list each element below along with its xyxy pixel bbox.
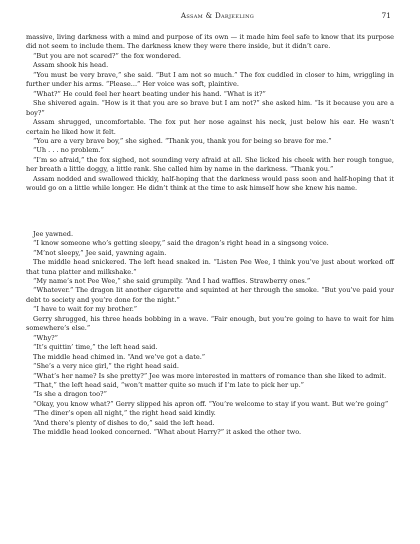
paragraph: “And there’s plenty of dishes to do,” said the left head. (33, 418, 215, 427)
paragraph: “My name’s not Pee Wee,” she said grumpily. “And I had waffles. Strawberry ones.” (33, 276, 311, 285)
paragraph: massive, living darkness with a mind and purpose of its own — it made him feel safe to know that its purpose did not seem to include them. The darkness knew they were there inside, but it didn’t care. (26, 33, 394, 51)
paragraph: “Is she a dragon too?” (33, 390, 107, 399)
paragraph: “I know someone who’s getting sleepy,” said the dragon’s right head in a singsong voice. (33, 239, 329, 248)
section-break (26, 194, 394, 230)
paragraph: “Uh . . . no problem.” (33, 146, 104, 155)
paragraph: Assam nodded and swallowed thickly, half-hoping that the darkness would pass soon and half-hoping that it would go on a little while longer. He didn’t think at the time to ask himself how she knew his name. (26, 174, 394, 193)
paragraph: The middle head chimed in. “And we’ve got a date.” (33, 352, 206, 361)
paragraph: Gerry shrugged, his three heads bobbing in a wave. “Fair enough, but you’re going to have to wait for him somewhere’s else.” (26, 314, 394, 333)
paragraph: “I have to wait for my brother.” (33, 305, 138, 314)
paragraph: She shivered again. “How is it that you are so brave but I am not?” she asked him. “Is it because you are a boy?” (26, 99, 394, 117)
paragraph: The middle head snickered. The left head snaked in. “Listen Pee Wee, I think you’ve just about worked off that tuna platter and milkshake.” (26, 258, 394, 276)
running-header (44, 11, 391, 23)
paragraph: “M’not sleepy,” Jee said, yawning again. (33, 248, 167, 257)
paragraph: “Whatever.” The dragon lit another cigarette and squinted at her through the smoke. “But you’ve paid your debt to society and you’re done for the night.” (26, 286, 394, 304)
paragraph: Assam shrugged, uncomfortable. The fox put her nose against his neck, just below his ear. He wasn’t certain he liked how it felt. (26, 118, 394, 136)
paragraph: “It’s quittin’ time,” the left head said. (33, 343, 158, 352)
paragraph: “I’m so afraid,” the fox sighed, not sounding very afraid at all. She licked his cheek with her rough tongue, her breath a little doggy, a little rank. She called him by name in the darkness. “Thank you.” (26, 155, 394, 174)
paragraph: “You are a very brave boy,” she sighed. “Thank you, thank you for being so brave for me.” (33, 136, 332, 145)
paragraph: Jee yawned. (33, 229, 74, 238)
page-number: 71 (381, 11, 391, 20)
paragraph: “That,” the left head said, “won’t matter quite so much if I’m late to pick her up.” (33, 380, 305, 389)
paragraph: “Why?” (33, 333, 59, 342)
running-title: Assam & Darjeeling (180, 11, 255, 20)
paragraph: “You must be very brave,” she said. “But I am not so much.” The fox cuddled in closer to him, wriggling in further under his arms. “Please...” Her voice was soft, plaintive. (26, 70, 394, 89)
paragraph: “The diner’s open all night,” the right head said kindly. (33, 409, 216, 418)
paragraph: “What?” He could feel her heart beating under his hand. “What is it?” (33, 89, 266, 98)
paragraph: Assam shook his head. (33, 61, 109, 70)
paragraph: “She’s a very nice girl,” the right head said. (33, 362, 179, 371)
paragraph: “Okay, you know what?” Gerry slipped his apron off. “You’re welcome to stay if you want. But we’re going” (33, 399, 389, 408)
paragraph: “What’s her name? Is she pretty?” Jee was more interested in matters of romance than she liked to admit. (33, 371, 387, 380)
paragraph: “But you are not scared?” the fox wondered. (33, 51, 181, 60)
body-text (26, 33, 394, 438)
paragraph: The middle head looked concerned. “What about Harry?” it asked the other two. (33, 428, 302, 437)
